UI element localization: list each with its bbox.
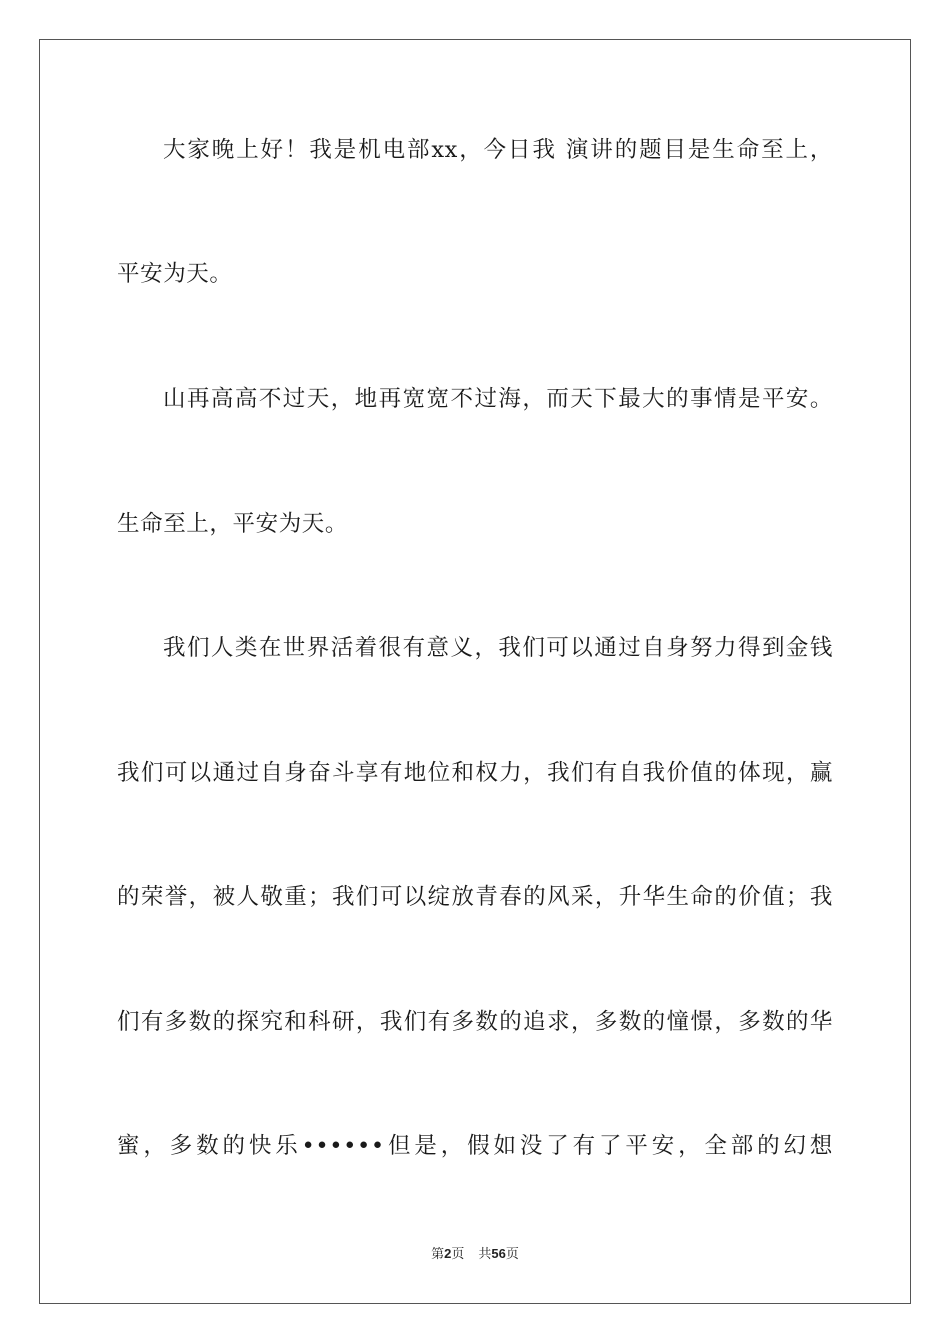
paragraph-1-line-2: 平安为天。 — [117, 261, 233, 287]
page-footer — [0, 1245, 950, 1264]
paragraph-1-line-1: 大家晚上好！我是机电部xx，今日我 演讲的题目是生命至上， — [163, 137, 833, 163]
paragraph-3-line-1: 我们人类在世界活着很有意义，我们可以通过自身努力得到金钱 — [163, 635, 833, 661]
paragraph-3-line-3: 的荣誉，被人敬重；我们可以绽放青春的风采，升华生命的价值；我 — [117, 884, 833, 910]
paragraph-3-line-2: 我们可以通过自身奋斗享有地位和权力，我们有自我价值的体现，赢 — [117, 760, 833, 786]
paragraph-2-line-1: 山再高高不过天，地再宽宽不过海，而天下最大的事情是平安。 — [163, 386, 833, 412]
paragraph-3-line-5: 蜜，多数的快乐••••••但是，假如没了有了平安，全部的幻想 — [117, 1133, 833, 1159]
paragraph-3-line-4: 们有多数的探究和科研，我们有多数的追求，多数的憧憬，多数的华 — [117, 1009, 833, 1035]
total-prefix: 共 — [478, 1247, 492, 1262]
page-number: 2 — [444, 1246, 452, 1261]
total-suffix: 页 — [505, 1247, 519, 1262]
page-border — [39, 39, 911, 1304]
total-pages: 56 — [491, 1246, 506, 1261]
page-suffix: 页 — [451, 1247, 465, 1262]
paragraph-2-line-2: 生命至上，平安为天。 — [117, 511, 349, 537]
page-prefix: 第 — [431, 1247, 445, 1262]
